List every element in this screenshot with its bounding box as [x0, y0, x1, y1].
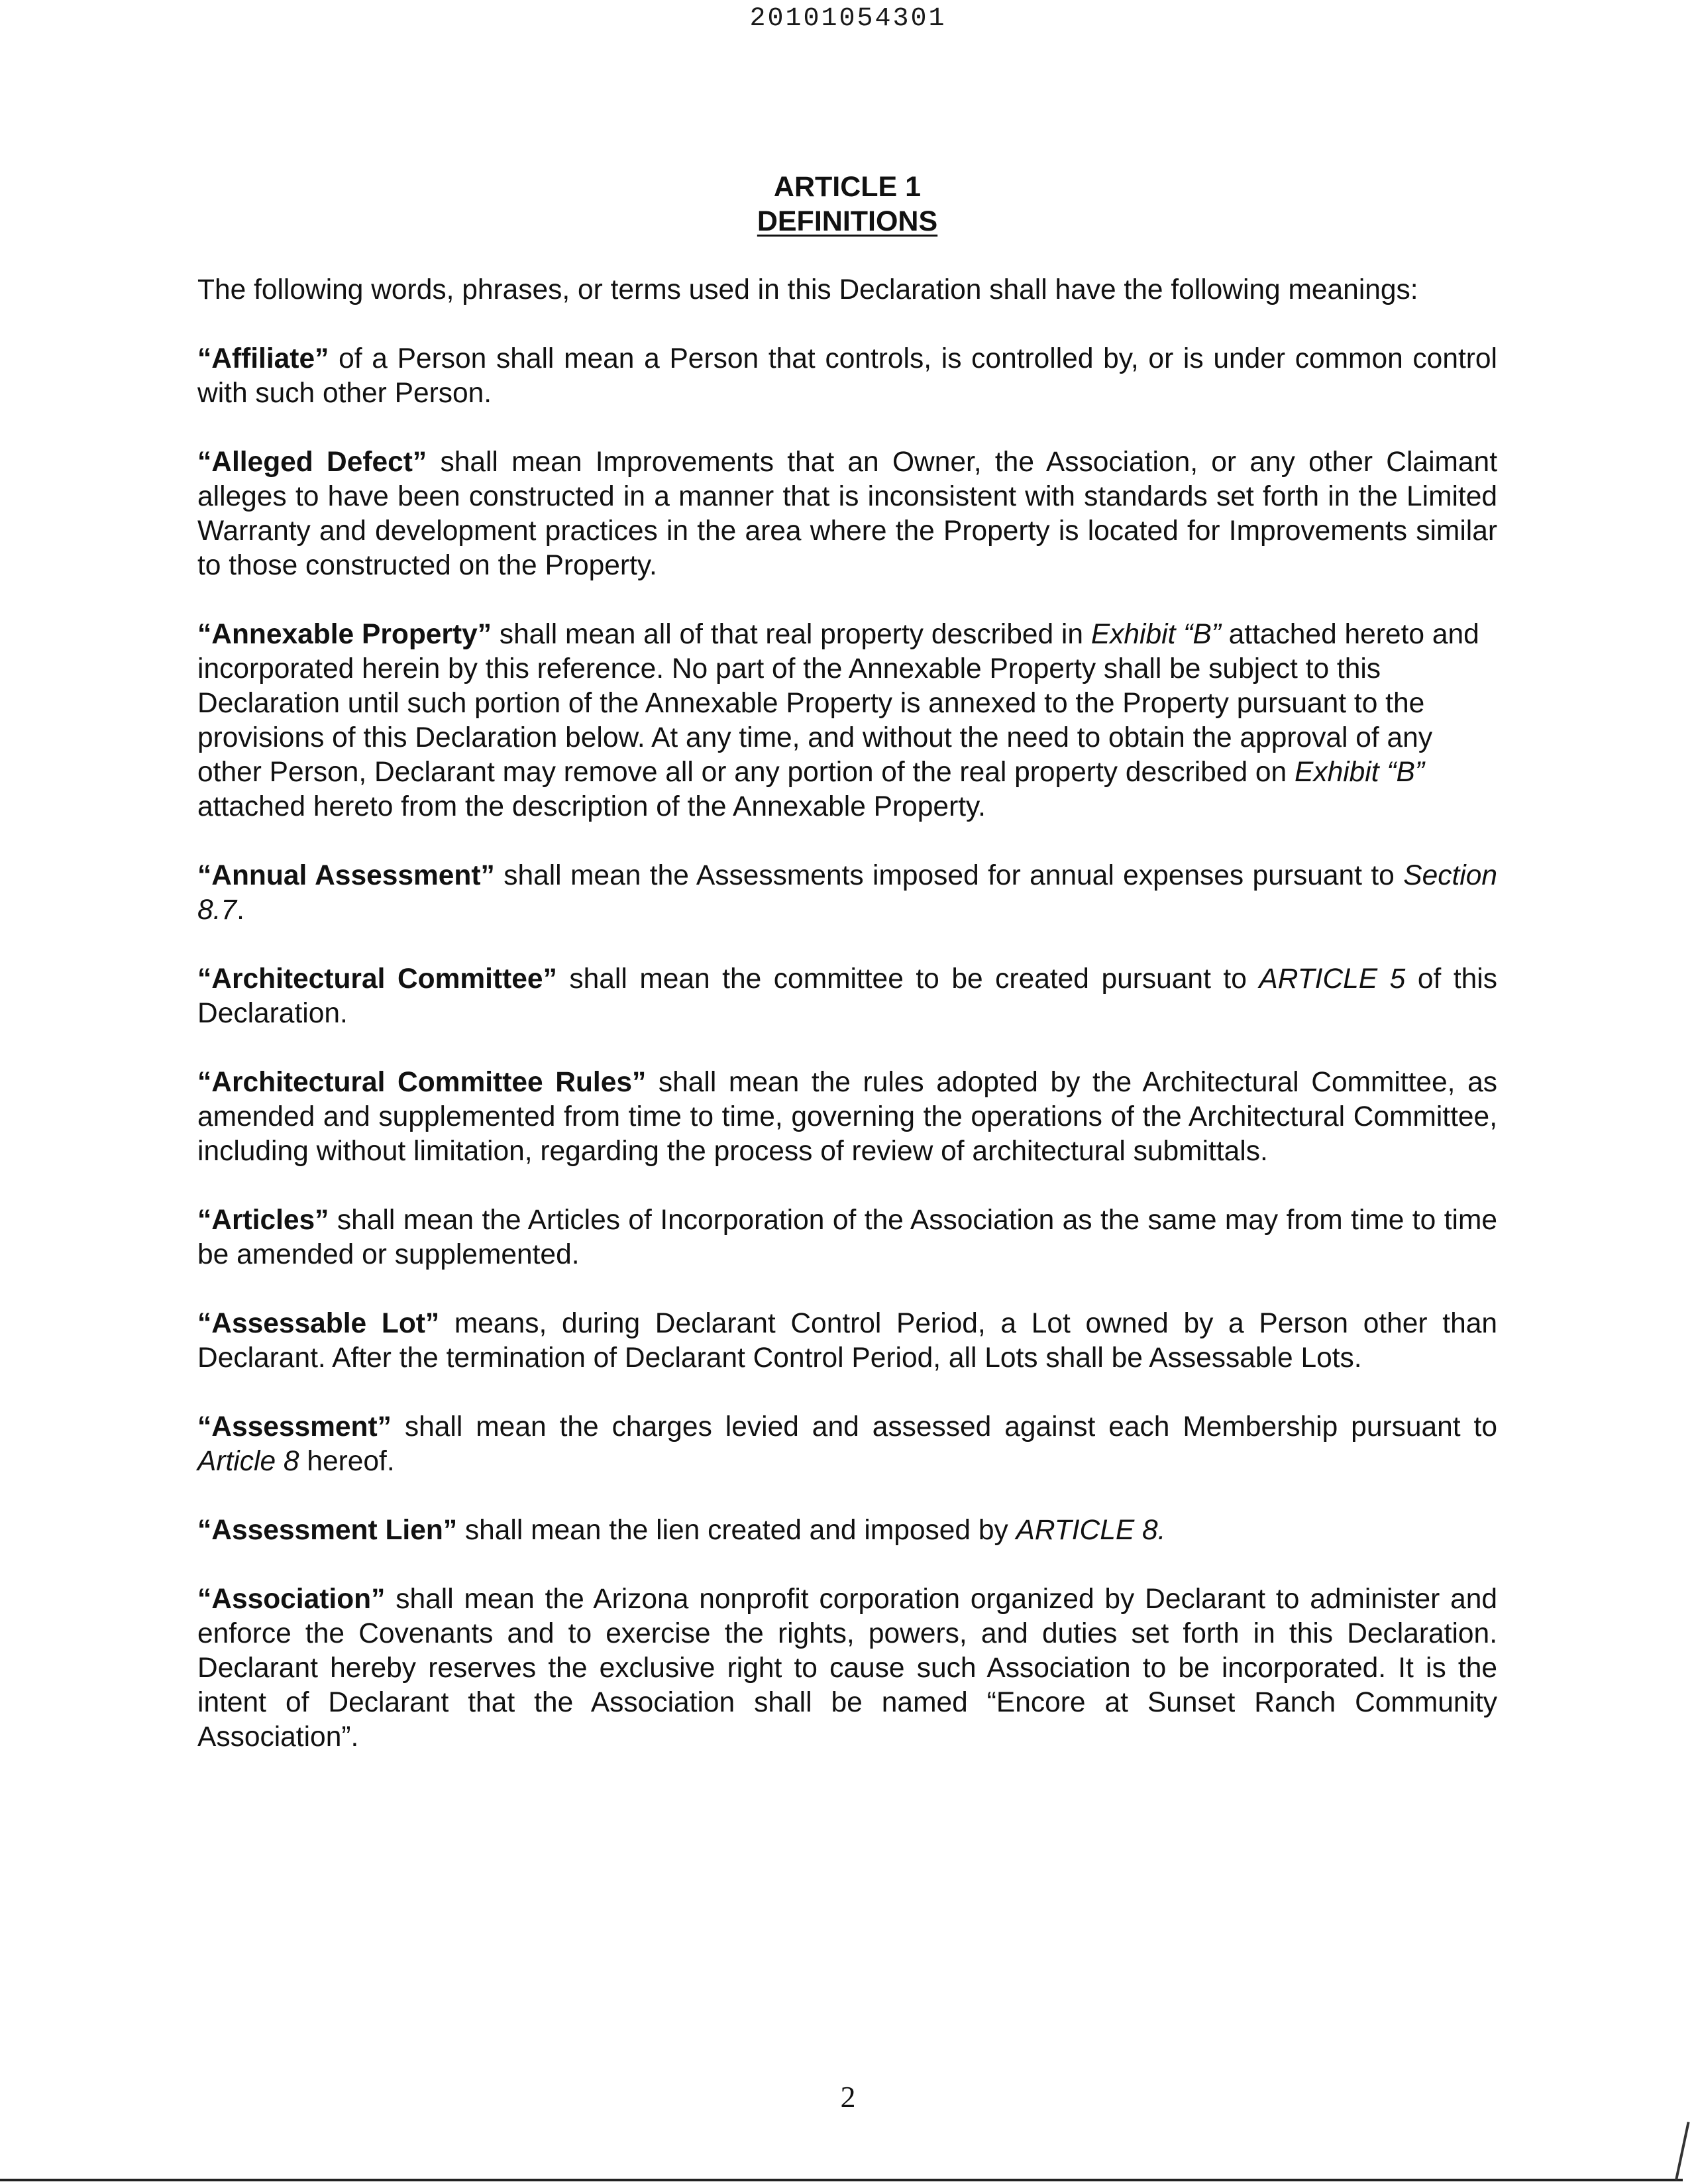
definition-text: shall mean the charges levied and assessed against each Membership pursuant to: [391, 1411, 1497, 1443]
definition-term: “Alleged Defect”: [197, 447, 427, 478]
definition-alleged-defect: [197, 445, 1497, 583]
definition-term: “Affiliate”: [197, 343, 329, 374]
definition-text: shall mean all of that real property described in: [492, 619, 1091, 650]
definition-text: shall mean the rules adopted by the Architectural Committee, as amended and supplemented from time to time, governing the operations of the Architectural Committee, including without limitation, regarding the process of review of architectural submittals.: [197, 1067, 1497, 1167]
definition-association: [197, 1582, 1497, 1755]
definition-annual-assessment: [197, 859, 1497, 928]
definition-text: attached hereto and incorporated herein by this reference. No part of the Annexable Property shall be subject to this Declaration until such portion of the Annexable Property is annexed to the Property pursuant to the provisions of this Declaration below. At any time, and without the need to obtain the approval of any other Person, Declarant may remove all or any portion of the real property described on: [197, 619, 1479, 788]
definition-text: shall mean Improvements that an Owner, the Association, or any other Claimant alleges to have been constructed in a manner that is inconsistent with standards set forth in the Limited Warranty and development practices in the area where the Property is located for Improvements similar to those constructed on the Property.: [197, 447, 1497, 581]
definition-assessment: [197, 1410, 1497, 1479]
definition-assessable-lot: [197, 1307, 1497, 1376]
definition-annexable-property: [197, 618, 1497, 824]
definition-term: “Assessable Lot”: [197, 1308, 440, 1339]
definition-term: “Annual Assessment”: [197, 860, 495, 891]
intro-paragraph: The following words, phrases, or terms used in this Declaration shall have the following meanings:: [197, 274, 1418, 305]
definition-affiliate: [197, 342, 1497, 411]
article-reference: ARTICLE 5: [1259, 963, 1406, 995]
definition-architectural-committee-rules: [197, 1065, 1497, 1169]
scan-edge-mark: [1675, 2122, 1690, 2181]
scan-edge-line: [0, 2179, 1683, 2181]
definition-assessment-lien: [197, 1513, 1497, 1548]
definition-text: shall mean the lien created and imposed by: [457, 1515, 1016, 1546]
definition-term: “Architectural Committee”: [197, 963, 557, 995]
exhibit-reference: Exhibit “B”: [1090, 619, 1221, 650]
article-number: ARTICLE 1: [773, 171, 922, 203]
article-reference: Article 8: [197, 1446, 299, 1477]
definition-articles: [197, 1203, 1497, 1272]
exhibit-reference: Exhibit “B”: [1295, 757, 1425, 788]
definition-term: “Association”: [197, 1584, 386, 1615]
definition-term: “Annexable Property”: [197, 619, 492, 650]
definition-text: shall mean the committee to be created pursuant to: [556, 963, 1259, 995]
article-title: DEFINITIONS: [757, 205, 938, 237]
definition-text: .: [237, 895, 244, 926]
article-reference: ARTICLE 8.: [1016, 1515, 1166, 1546]
definition-text: shall mean the Articles of Incorporation of the Association as the same may from time to time be amended or supplemented.: [197, 1205, 1497, 1270]
definition-text: shall mean the Assessments imposed for annual expenses pursuant to: [494, 860, 1404, 891]
definition-term: “Assessment”: [197, 1411, 392, 1443]
document-number: 20101054301: [749, 4, 947, 34]
definition-text: shall mean the Arizona nonprofit corporation organized by Declarant to administer and enforce the Covenants and to exercise the rights, powers, and duties set forth in this Declaration. Declarant hereby reserves the exclusive right to cause such Association to be incorporated. It is the intent of Declarant that the Association shall be named “Encore at Sunset Ranch Community Association”.: [197, 1584, 1497, 1753]
definition-text: of a Person shall mean a Person that controls, is controlled by, or is under common control with such other Person.: [197, 343, 1497, 409]
definition-term: “Architectural Committee Rules”: [197, 1067, 647, 1098]
definition-term: “Assessment Lien”: [197, 1515, 458, 1546]
section-reference: Section 8.7: [197, 860, 1497, 926]
definition-text: means, during Declarant Control Period, a Lot owned by a Person other than Declarant. After the termination of Declarant Control Period, all Lots shall be Assessable Lots.: [197, 1308, 1497, 1374]
page-body: [197, 170, 1497, 1755]
definition-text: hereof.: [299, 1446, 395, 1477]
definition-text: attached hereto from the description of the Annexable Property.: [197, 791, 986, 822]
page-number: 2: [840, 2080, 856, 2114]
definition-architectural-committee: [197, 962, 1497, 1031]
article-heading: [197, 170, 1497, 239]
definition-term: “Articles”: [197, 1205, 329, 1236]
definition-text: of this Declaration.: [197, 963, 1497, 1029]
